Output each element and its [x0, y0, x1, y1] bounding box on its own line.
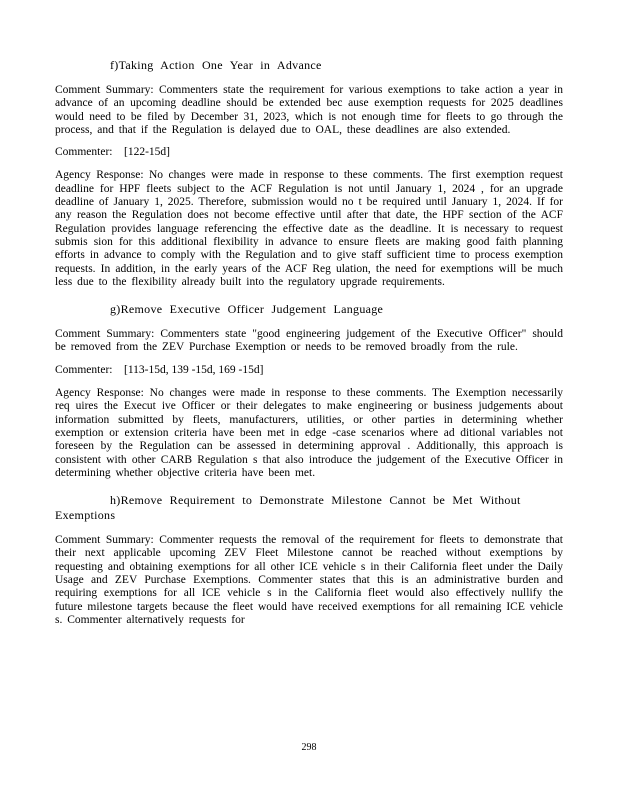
section-h-heading: h)Remove Requirement to Demonstrate Milestone Cannot be Met Without Exemptions	[55, 493, 521, 523]
section-g-commenter: Commenter: [113-15d, 139 -15d, 169 -15d]	[55, 363, 264, 376]
page-number: 298	[301, 742, 317, 753]
section-f-heading: f)Taking Action One Year in Advance	[110, 58, 322, 72]
section-g-agency-response: Agency Response: No changes were made in response to these comments. The Exemption necessarily req uires the Execut ive Officer or their delegates to make engineering or business judgements about information submitted by fleets, manufacturers, utilities, or other parties in determining whether exemption or extension criteria have been met in edge -case scenarios where ad ditional variables not foreseen by the Regulation can be assessed in determining approval . Additionally, this approach is consistent with other CARB Regulation s that also introduce the judgement of the Executive Officer in determining whether objective criteria have been met.	[55, 387, 563, 479]
section-f-agency-response: Agency Response: No changes were made in response to these comments. The first exemption request deadline for HPF fleets subject to the ACF Regulation is not until January 1, 2024 , for an upgrade deadline of January 1, 2025. Therefore, submission would no t be required until January 1, 2024. If for any reason the Regulation does not become effective until after that date, the HPF section of the ACF Regulation provides language referencing the effective date as the deadline. It is necessary to request submis sion for this additional flexibility in advance to ensure fleets are making good faith planning efforts in advance to comply with the Regulation and to give staff sufficient time to process exemption requests. In addition, in the early years of the ACF Reg ulation, the need for exemptions will be much less due to the flexibility already built into the regulatory upgrade requirements.	[55, 169, 563, 288]
section-f-comment-summary: Comment Summary: Commenters state the requirement for various exemptions to take action a year in advance of an upcoming deadline should be extended bec ause exemption requests for 2025 deadlines would need to be filed by December 31, 2023, which is not enough time for fleets to go through the process, and that if the Regulation is delayed due to OAL, these deadlines are also extended.	[55, 84, 563, 136]
section-g-comment-summary: Comment Summary: Commenters state "good engineering judgement of the Executive Officer" should be removed from the ZEV Purchase Exemption or needs to be removed broadly from the rule.	[55, 328, 563, 354]
section-f-commenter: Commenter: [122-15d]	[55, 146, 170, 159]
section-h-comment-summary: Comment Summary: Commenter requests the removal of the requirement for fleets to demonstrate that their next applicable upcoming ZEV Fleet Milestone cannot be reached without exemptions by requesting and obtaining exemptions for all other ICE vehicle s in their California fleet under the Daily Usage and ZEV Purchase Exemptions. Commenter states that this is an administrative burden and requiring exemptions for all ICE vehicle s in the California fleet would also effectively nullify the future milestone targets because the fleet would have received exemptions for all remaining ICE vehicle s. Commenter alternatively requests for	[55, 534, 563, 626]
section-g-heading: g)Remove Executive Officer Judgement Language	[110, 302, 384, 317]
